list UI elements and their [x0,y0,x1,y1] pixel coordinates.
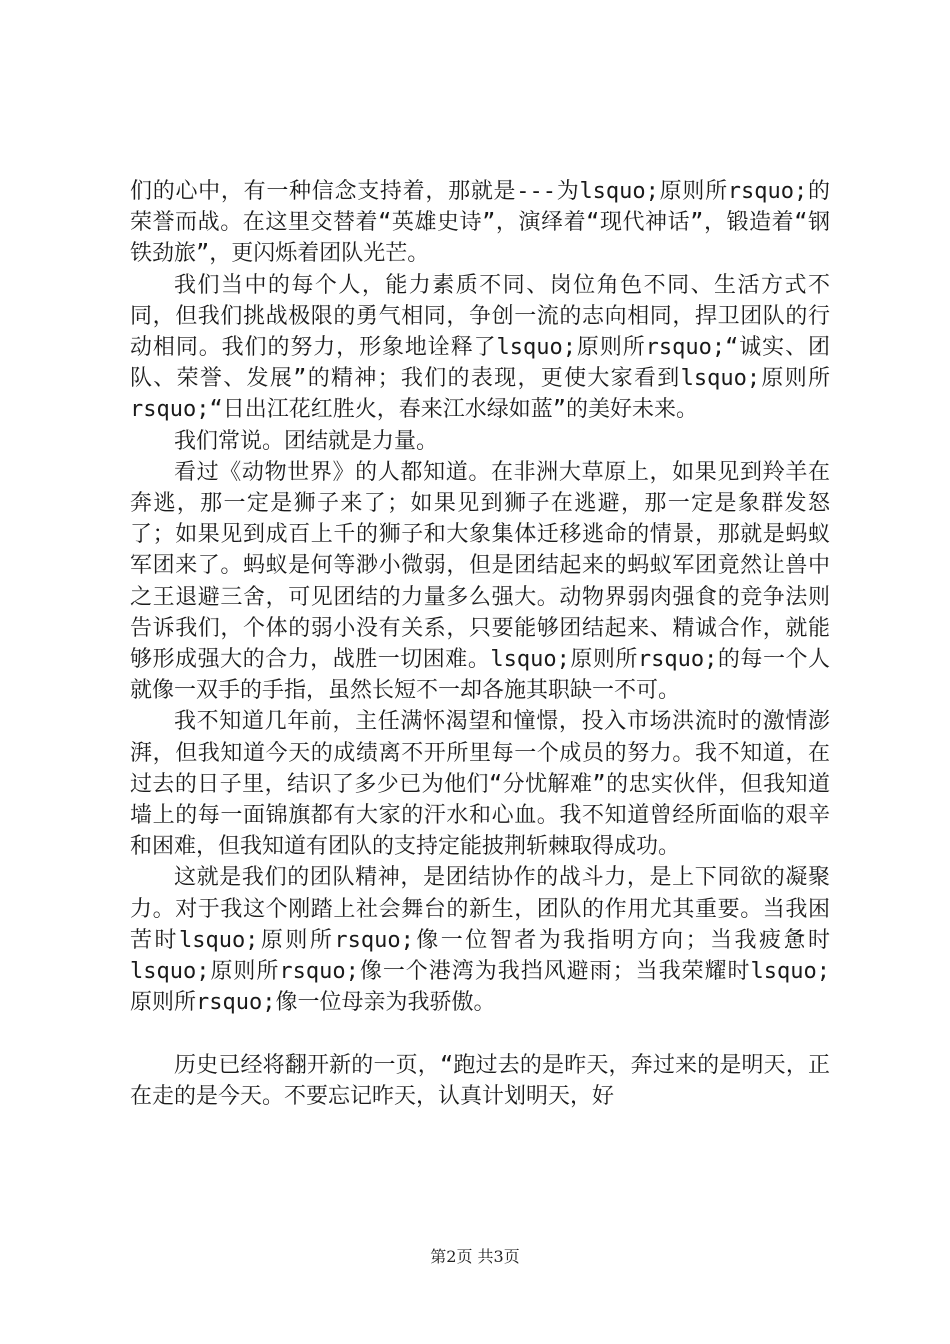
page-footer: 第2页 共3页 [430,1247,520,1266]
paragraph-6: 这就是我们的团队精神，是团结协作的战斗力，是上下同欲的凝聚力。对于我这个刚踏上社会舞台的新生，团队的作用尤其重要。当我困苦时lsquo;原则所rsquo;像一位智者为我指明方向；当我疲惫时lsquo;原则所rsquo;像一个港湾为我挡风避雨；当我荣耀时lsquo;原则所rsquo;像一位母亲为我骄傲。 [130,865,830,1016]
paragraph-spacer [130,1018,830,1049]
paragraph-4: 看过《动物世界》的人都知道。在非洲大草原上，如果见到羚羊在奔逃，那一定是狮子来了；如果见到狮子在逃避，那一定是象群发怒了；如果见到成百上千的狮子和大象集体迁移逃命的情景，那就是蚂蚁军团来了。蚂蚁是何等渺小微弱，但是团结起来的蚂蚁军团竟然让兽中之王退避三舍，可见团结的力量多么强大。动物界弱肉强食的竞争法则告诉我们，个体的弱小没有关系，只要能够团结起来、精诚合作，就能够形成强大的合力，战胜一切困难。lsquo;原则所rsquo;的每一个人就像一双手的手指，虽然长短不一却各施其职缺一不可。 [130,459,830,704]
document-body [130,176,830,1112]
paragraph-1: 们的心中，有一种信念支持着，那就是---为lsquo;原则所rsquo;的荣誉而战。在这里交替着“英雄史诗”，演绎着“现代神话”，锻造着“钢铁劲旅”，更闪烁着团队光芒。 [130,179,830,267]
paragraph-5: 我不知道几年前，主任满怀渴望和憧憬，投入市场洪流时的激情澎湃，但我知道今天的成绩离不开所里每一个成员的努力。我不知道，在过去的日子里，结识了多少已为他们“分忧解难”的忠实伙伴，但我知道墙上的每一面锦旗都有大家的汗水和心血。我不知道曾经所面临的艰辛和困难，但我知道有团队的支持定能披荆斩棘取得成功。 [130,709,830,860]
paragraph-3: 我们常说。团结就是力量。 [174,428,439,454]
paragraph-2: 我们当中的每个人，能力素质不同、岗位角色不同、生活方式不同，但我们挑战极限的勇气相同，争创一流的志向相同，捍卫团队的行动相同。我们的努力，形象地诠释了lsquo;原则所rsquo;“诚实、团队、荣誉、发展”的精神；我们的表现，更使大家看到lsquo;原则所rsquo;“日出江花红胜火，春来江水绿如蓝”的美好未来。 [130,272,830,423]
paragraph-7: 历史已经将翻开新的一页，“跑过去的是昨天，奔过来的是明天，正在走的是今天。不要忘记昨天，认真计划明天，好 [130,1052,830,1109]
